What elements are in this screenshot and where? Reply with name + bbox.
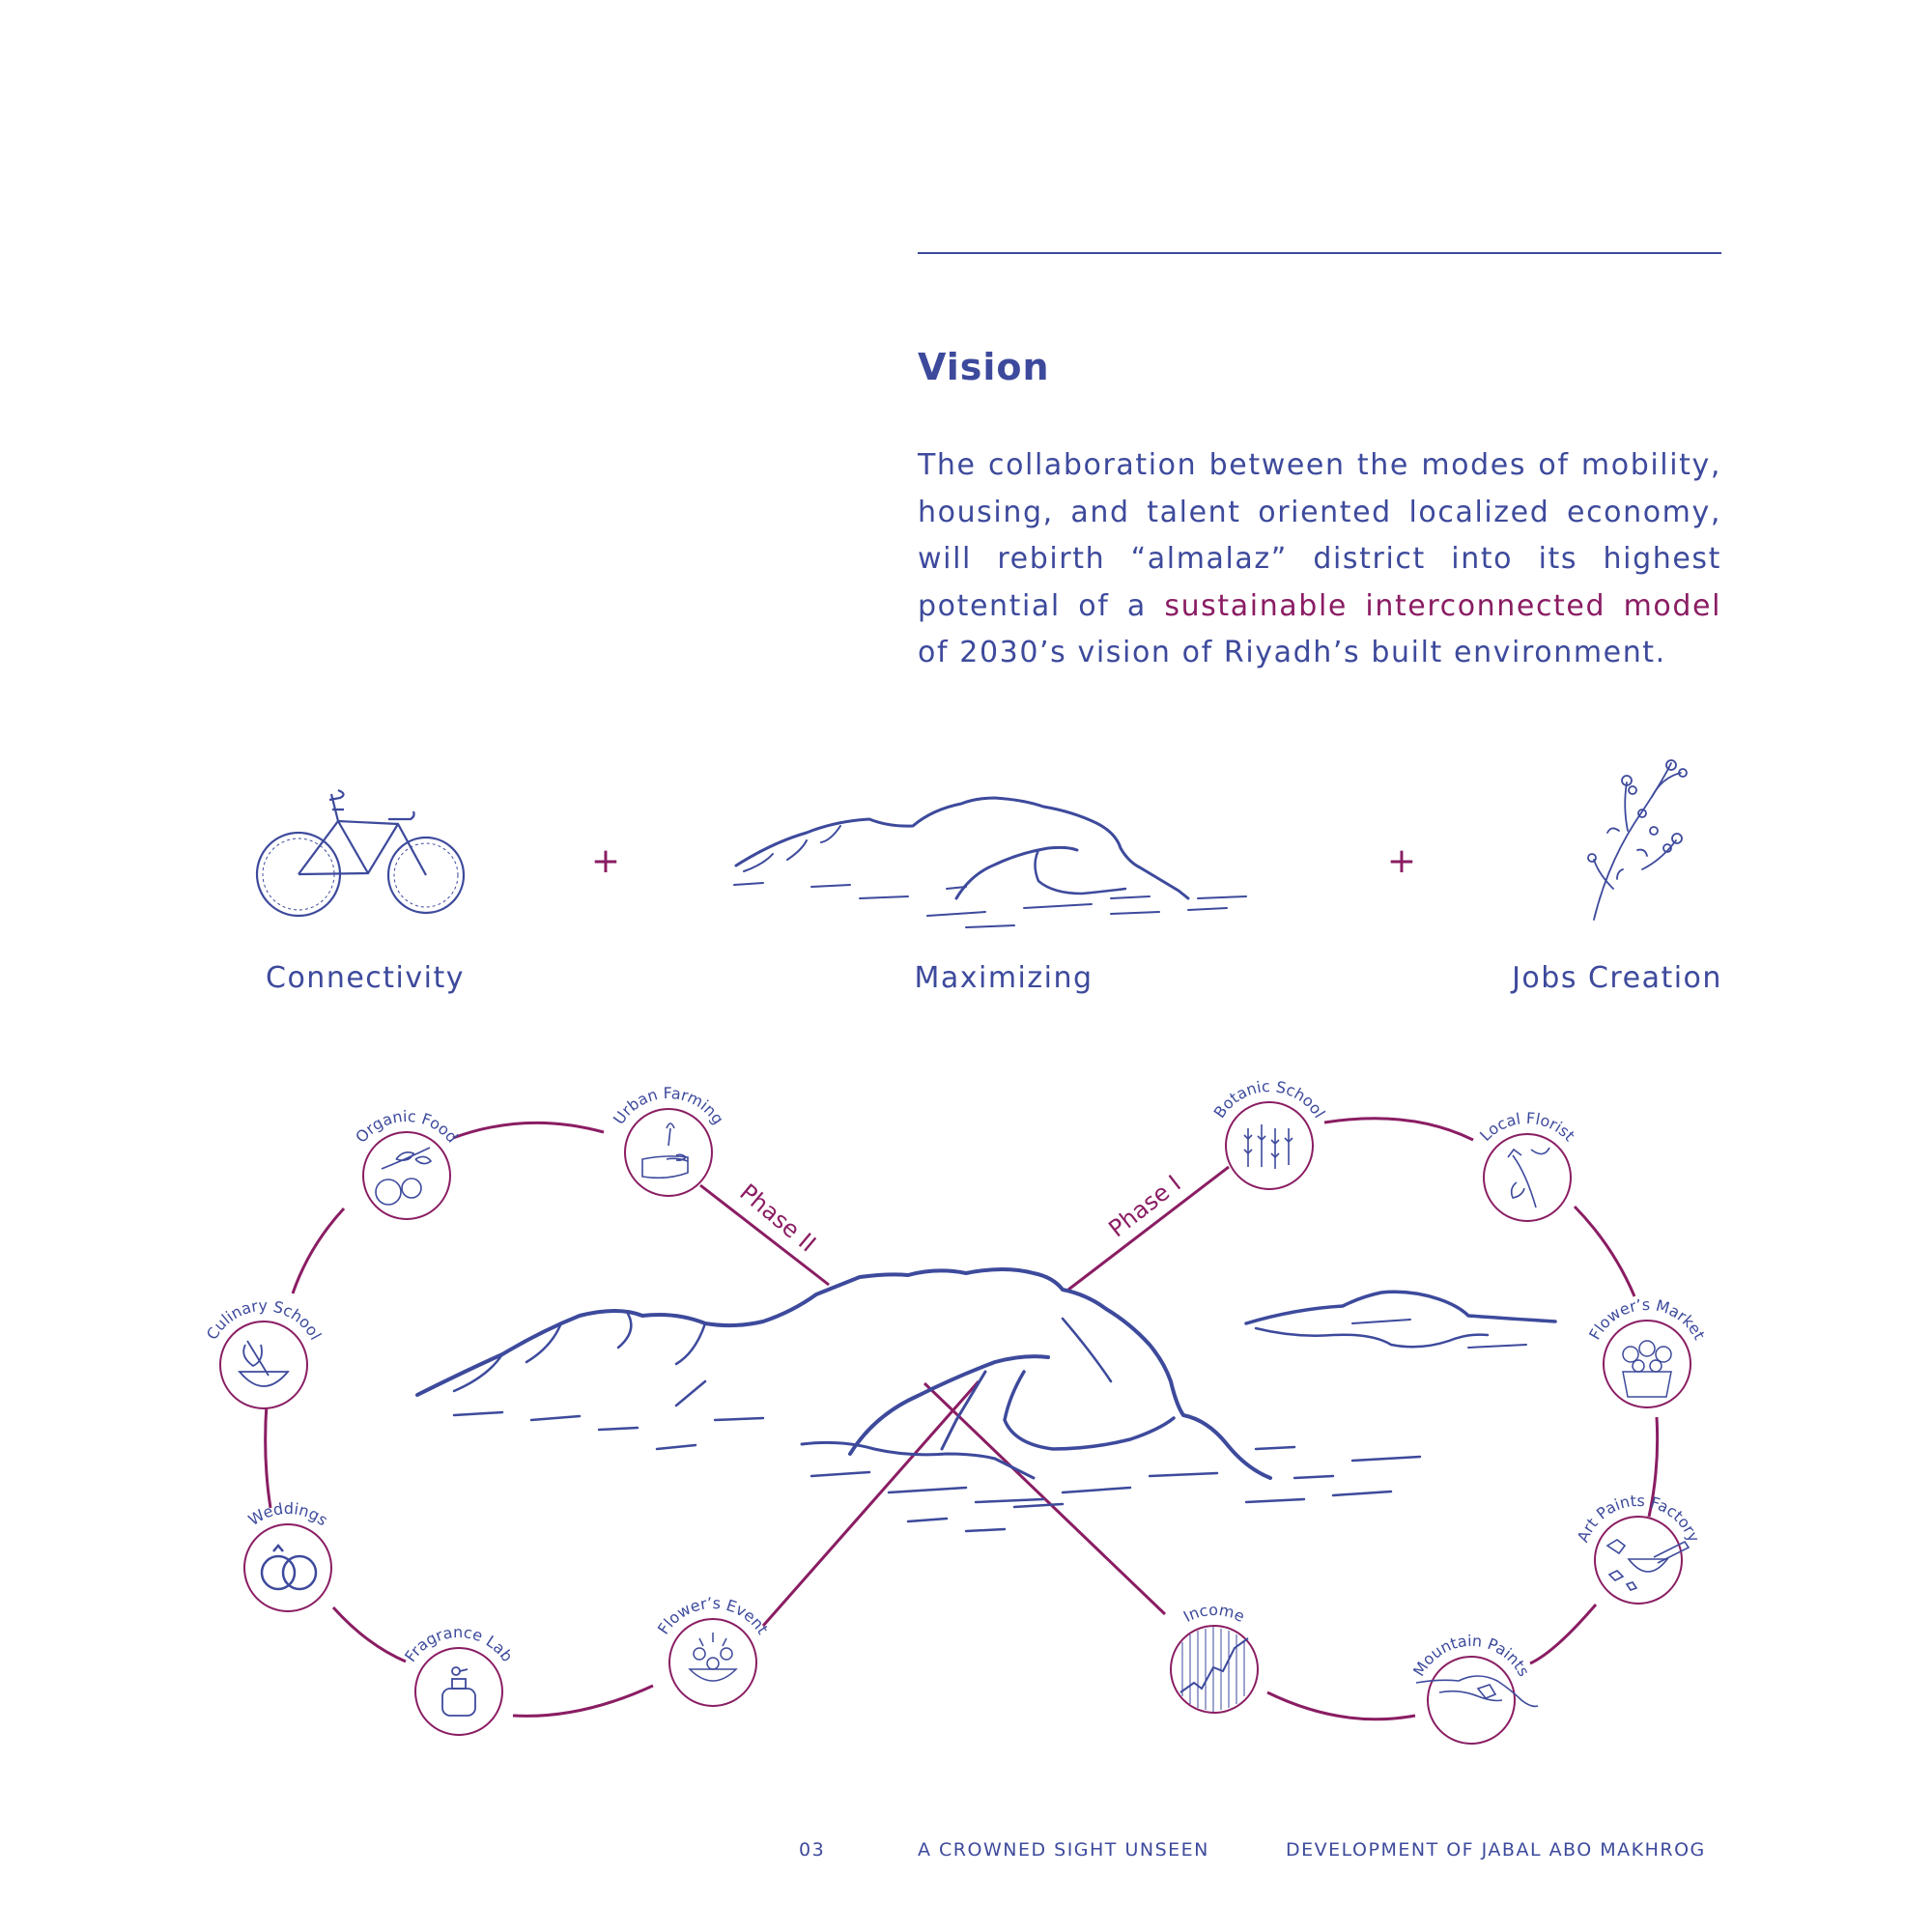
node-weddings-label: Weddings (244, 1498, 331, 1530)
node-local-florist (1476, 1109, 1578, 1221)
section-title: Vision (918, 346, 1050, 388)
node-flowers-market (1585, 1295, 1709, 1407)
node-income-label: Income (1179, 1600, 1248, 1627)
node-weddings (244, 1499, 331, 1611)
footer-page-number: 03 (799, 1839, 826, 1861)
label-connectivity: Connectivity (266, 961, 465, 995)
node-income (1171, 1601, 1258, 1713)
label-jobs-creation: Jobs Creation (1512, 961, 1722, 995)
mountain-large-icon (417, 1269, 1420, 1531)
bicycle-icon (257, 790, 464, 916)
node-art-paints-factory (1574, 1492, 1704, 1604)
paragraph-text-end: of 2030’s vision of Riyadh’s built environment. (918, 636, 1666, 669)
island-icon (1246, 1292, 1555, 1348)
footer-left-title: A CROWNED SIGHT UNSEEN (918, 1839, 1209, 1861)
node-art-paints-factory-label: Art Paints Factory (1573, 1491, 1704, 1546)
mountain-small-icon (734, 798, 1246, 927)
node-fragrance-lab (401, 1623, 517, 1735)
footer-right-title: DEVELOPMENT OF JABAL ABO MAKHROG (1286, 1839, 1706, 1861)
node-mountain-paints (1409, 1632, 1538, 1744)
node-organic-food-label: Organic Food (352, 1106, 462, 1147)
node-culinary-school (203, 1296, 326, 1408)
node-flowers-event (654, 1594, 772, 1706)
node-local-florist-label: Local Florist (1476, 1108, 1579, 1146)
paragraph-highlight: sustainable interconnected model (1164, 588, 1721, 623)
node-flowers-market-label: Flower’s Market (1585, 1294, 1709, 1344)
node-urban-farming-label: Urban Farming (609, 1083, 728, 1128)
node-urban-farming (610, 1084, 727, 1196)
infinity-loop (266, 1119, 1658, 1719)
phase-1-label: Phase I (1103, 1170, 1186, 1243)
paragraph-text: The collaboration between the modes of mobility, housing, and talent oriented localized economy, will rebirth “almalaz” district into its highest potential of a (918, 448, 1721, 623)
label-maximizing: Maximizing (914, 961, 1094, 995)
node-flowers-event-label: Flower’s Event (653, 1593, 773, 1638)
node-botanic-school (1210, 1077, 1329, 1189)
plus-sign-2: + (1386, 841, 1417, 881)
node-fragrance-lab-label: Fragrance Lab (401, 1622, 517, 1665)
node-organic-food (352, 1107, 462, 1219)
phase-2-label: Phase II (734, 1179, 821, 1258)
flower-sprig-icon (1588, 760, 1687, 920)
node-botanic-school-label: Botanic School (1209, 1076, 1329, 1122)
node-mountain-paints-label: Mountain Paints (1408, 1631, 1534, 1680)
node-culinary-school-label: Culinary School (202, 1295, 326, 1344)
plus-sign: + (590, 841, 621, 881)
